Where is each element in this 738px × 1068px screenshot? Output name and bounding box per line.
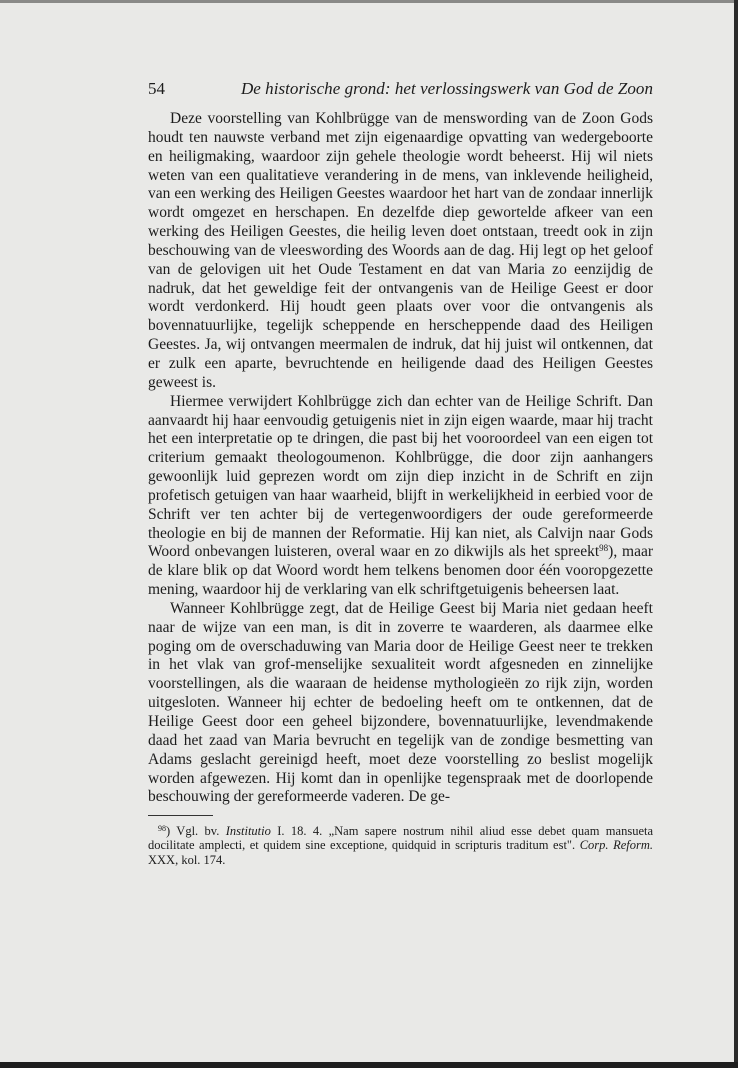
footnote-work-institutio: Institutio xyxy=(225,824,271,839)
page-right-edge xyxy=(734,0,738,1068)
footnote-text-2: I. 18. 4. „Nam sapere nostrum nihil aliud esse debet quam mansueta docilitate amplecti, et quidem sine exceptione, quidquid in scripturis traditum est". xyxy=(148,824,654,853)
book-page xyxy=(148,78,653,867)
page-bottom-edge xyxy=(0,1062,738,1068)
running-title: De historische grond: het verlossingswerk van God de Zoon xyxy=(240,79,653,98)
paragraph-2-text-before: Hiermee verwijdert Kohlbrügge zich dan echter van de Heilige Schrift. Dan aanvaardt hij haar eenvoudig getuigenis niet in zijn eigen waarde, maar hij tracht het een interpretatie op te dringen, die past bij het vooroordeel van een eigen tot criterium gemaakt theologoumenon. Kohlbrügge, die door zijn aanhangers gewoonlijk luid geprezen wordt om zijn diep inzicht in de Schrift en zijn profetisch getuigen van haar waarheid, blijft in werkelijkheid in eerbied voor de Schrift ver ten achter bij de vertegenwoordigers der oude gereformeerde theologie en bij de mannen der Reformatie. Hij kan niet, als Calvijn naar Gods Woord onbevangen luisteren, overal waar en zo dikwijls als het spreekt xyxy=(148,392,653,561)
footnote-number: 98 xyxy=(158,824,166,834)
paragraph-1: Deze voorstelling van Kohlbrügge van de menswording van de Zoon Gods houdt ten nauwste verband met zijn eigenaardige opvatting van wedergeboorte en heiligmaking, waardoor zijn gehele theologie wordt beheerst. Hij wil niets weten van een qualitatieve verandering in de mens, van inklevende heiligheid, van een werking des Heiligen Geestes waardoor het hart van de zondaar innerlijk wordt omgezet en herschapen. En dezelfde diep gewortelde afkeer van een werking des Heiligen Geestes, die heilig leven doet ontstaan, treedt ook in zijn beschouwing van de vleeswording des Woords aan de dag. Hij legt op het geloof van de gelovigen uit het Oude Testament en dat van Maria zo eenzijdig de nadruk, dat het geweldige feit der ontvangenis van de Heilige Geest er door wordt verdonkerd. Hij houdt geen plaats over voor die ontvangenis als bovennatuurlijke, tegelijk scheppende en herscheppende daad des Heiligen Geestes. Ja, wij ontvangen meermalen de indruk, dat hij juist wil ontkennen, dat er zulk een aparte, bevruchtende en heiligende daad des Heiligen Geestes geweest is. xyxy=(148,110,653,391)
page-number: 54 xyxy=(148,79,165,98)
footnote-work-corp-reform: Corp. Reform. xyxy=(579,838,653,853)
footnote-text-3: XXX, kol. 174. xyxy=(148,852,226,867)
running-header xyxy=(148,78,653,100)
footnote-reference[interactable]: 98 xyxy=(599,543,609,554)
paragraph-2 xyxy=(148,393,653,600)
footnote xyxy=(148,824,653,867)
paragraph-2-text-after: ), maar de klare blik op dat Woord wordt hem telkens benomen door één vooropgezette mening, waardoor hij de verklaring van elk schriftgetuigenis beheersen laat. xyxy=(148,543,653,599)
footnote-divider xyxy=(148,815,213,816)
paragraph-3: Wanneer Kohlbrügge zegt, dat de Heilige Geest bij Maria niet gedaan heeft naar de wijze van een man, is dit in zoverre te waarderen, als daarmee elke poging om de overschaduwing van Maria door de Heilige Geest neer te trekken in het vlak van grof-menselijke sexualiteit wordt afgesneden en zinnelijke voorstellingen, als die waaraan de heidense mythologieën zo rijk zijn, worden uitgesloten. Wanneer hij echter de bedoeling heeft om te ontkennen, dat de Heilige Geest door een geheel bijzondere, bovennatuurlijke, levendmakende daad het zaad van Maria bevrucht en tegelijk van de zondige besmetting van Adams geslacht gereinigd heeft, moet deze voorstelling zo beslist mogelijk worden afgewezen. Hij komt dan in openlijke tegenspraak met de doorlopende beschouwing der gereformeerde vaderen. De ge- xyxy=(148,599,653,806)
body-text xyxy=(148,110,653,807)
footnote-text-1: ) Vgl. bv. xyxy=(166,824,226,839)
page-top-border xyxy=(0,0,738,3)
